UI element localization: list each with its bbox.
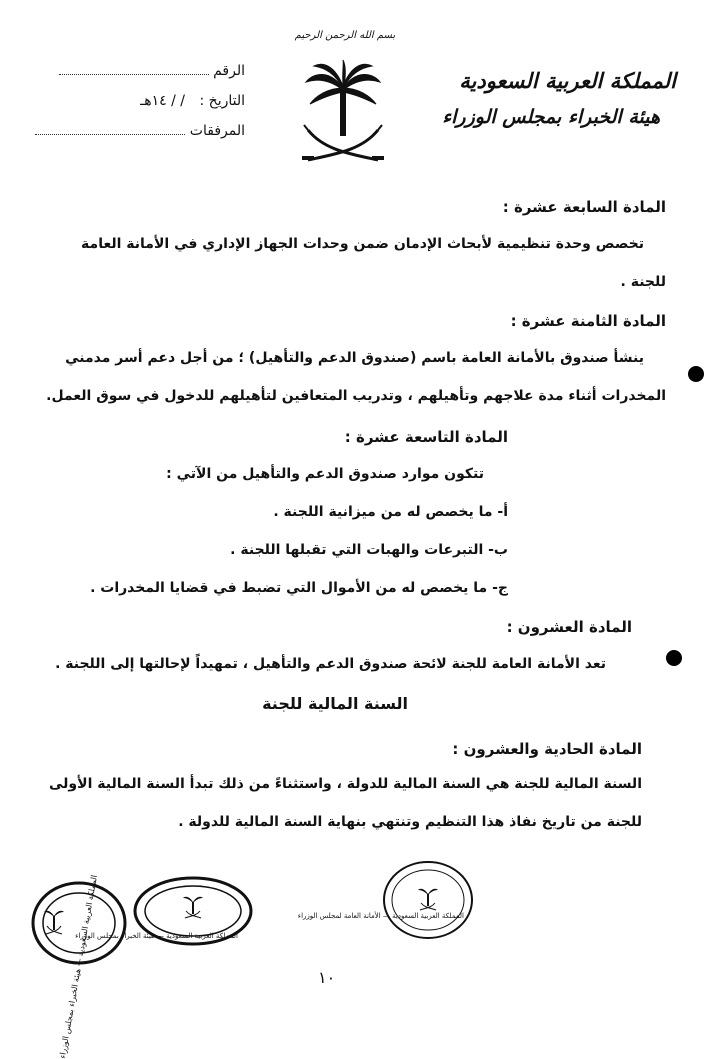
article-17-text-1: تخصص وحدة تنظيمية لأبحاث الإدمان ضمن وحدات الجهاز الإداري في الأمانة العامة — [81, 236, 644, 252]
article-20-text: تعد الأمانة العامة للجنة لائحة صندوق الدعم والتأهيل ، تمهيداً لإحالتها إلى اللجنة . — [55, 656, 606, 672]
date-label: التاريخ : — [199, 93, 245, 109]
stamp-general-secretariat — [297, 858, 476, 942]
article-17-text-2: للجنة . — [620, 274, 666, 290]
authority-title: هيئة الخبراء بمجلس الوزراء — [442, 106, 660, 128]
article-18-text-2: المخدرات أثناء مدة علاجهم وتأهيلهم ، وتدريب المتعافين لتأهيلهم للدخول في سوق العمل. — [46, 388, 666, 404]
stamp-experts-vertical-text: المملكة العربية السعودية — هيئة الخبراء بمجلس الوزراء — [57, 874, 100, 1059]
country-title: المملكة العربية السعودية — [459, 68, 676, 93]
stamp-general-secretariat-text: المملكة العربية السعودية — الأمانة العامة لمجلس الوزراء — [297, 912, 464, 920]
attachments-label: المرفقات — [189, 123, 245, 139]
basmala: بسم الله الرحمن الرحيم — [294, 30, 396, 41]
page-number: ١٠ — [318, 968, 336, 987]
number-label: الرقم — [213, 63, 245, 79]
article-19-title: المادة التاسعة عشرة : — [344, 428, 508, 446]
article-19-item-a: أ- ما يخصص له من ميزانية اللجنة . — [273, 504, 508, 520]
article-18-title: المادة الثامنة عشرة : — [510, 312, 666, 330]
article-20-title: المادة العشرون : — [506, 618, 632, 636]
article-21-text-1: السنة المالية للجنة هي السنة المالية للدولة ، واستثناءً من ذلك تبدأ السنة المالية الأولى — [49, 776, 642, 792]
article-21-text-2: للجنة من تاريخ نفاذ هذا التنظيم وتنتهي بنهاية السنة المالية للدولة . — [178, 814, 642, 830]
number-field — [20, 63, 245, 79]
stamp-experts-horizontal-text: المملكة العربية السعودية — هيئة الخبراء بمجلس الوزراء — [75, 932, 238, 940]
attachments-field — [20, 123, 245, 139]
article-18-text-1: ينشأ صندوق بالأمانة العامة باسم (صندوق الدعم والتأهيل) ؛ من أجل دعم أسر مدمني — [65, 350, 644, 366]
date-field — [20, 93, 245, 109]
punch-hole-icon — [688, 366, 704, 382]
article-19-item-c: ج- ما يخصص له من الأموال التي تضبط في قضايا المخدرات . — [90, 580, 508, 596]
article-19-intro: تتكون موارد صندوق الدعم والتأهيل من الآتي : — [166, 466, 484, 482]
article-21-title: المادة الحادية والعشرون : — [452, 740, 642, 758]
number-value-line — [59, 74, 209, 75]
date-value: / / ١٤هـ — [140, 93, 186, 109]
section-title: السنة المالية للجنة — [262, 694, 408, 713]
article-17-title: المادة السابعة عشرة : — [502, 198, 666, 216]
punch-hole-icon — [666, 650, 682, 666]
article-19-item-b: ب- التبرعات والهبات التي تقبلها اللجنة . — [230, 542, 508, 558]
attachments-value-line — [35, 134, 185, 135]
palm-swords-emblem-icon — [300, 58, 386, 166]
